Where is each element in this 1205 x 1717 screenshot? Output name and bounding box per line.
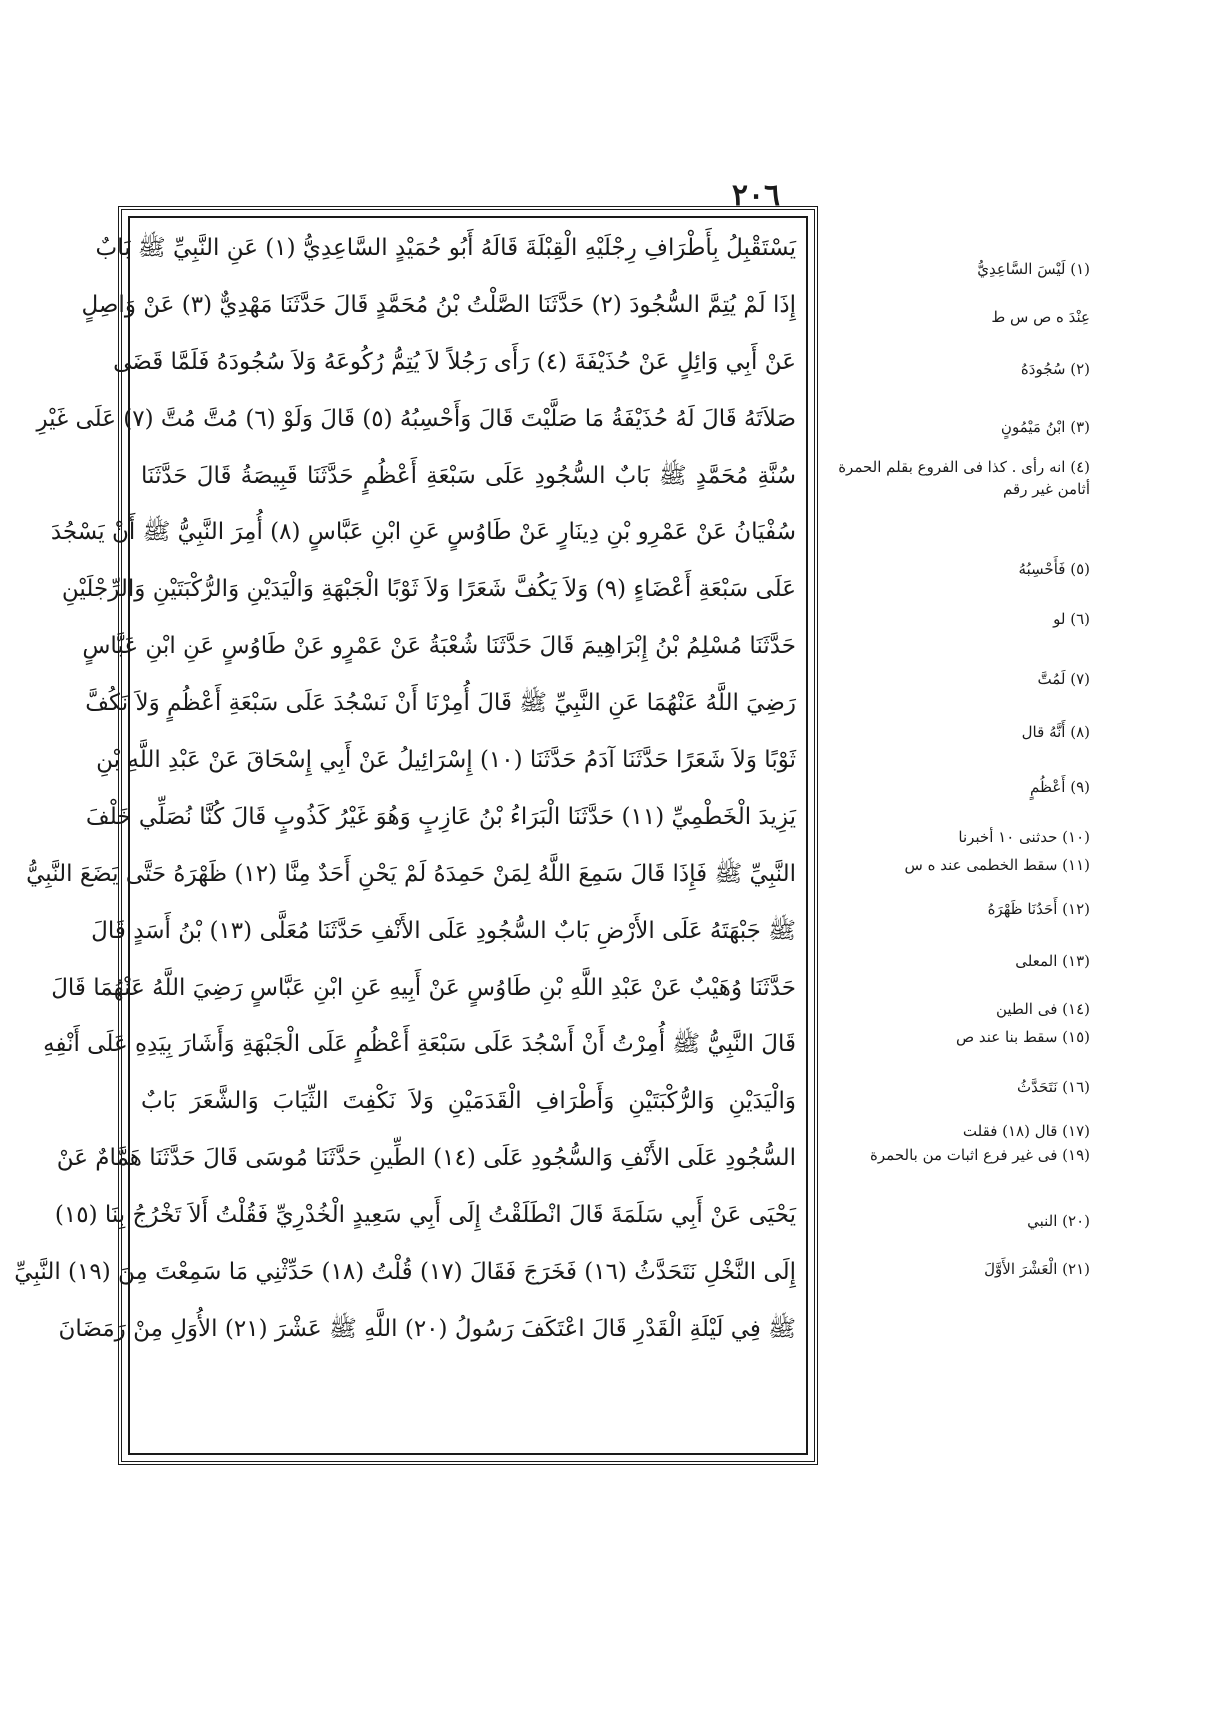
margin-note-1: (١) لَيْسَ السَّاعِدِيُّ <box>977 260 1090 278</box>
margin-note-15: (١٥) سقط بنا عند ص <box>955 1028 1090 1046</box>
margin-note-5: (٥) فَأَحْسِبُهُ <box>1018 560 1090 578</box>
text-line-15: قَالَ النَّبِيُّ ﷺ أُمِرْتُ أَنْ أَسْجُدَ عَلَى سَبْعَةِ أَعْظُمٍ عَلَى الْجَبْهَةِ وَأَشَارَ بِيَدِهِ عَلَى أَنْفِهِ <box>43 1031 796 1058</box>
text-line-3: عَنْ أَبِي وَائِلٍ عَنْ حُذَيْفَةَ (٤) رَأَى رَجُلاً لاَ يُتِمُّ رُكُوعَهُ وَلاَ سُجُودَهُ فَلَمَّا قَضَى <box>113 348 796 375</box>
margin-note-4: (٤) انه رأى . كذا فى الفروع بقلم الحمرة أثامن غير رقم <box>838 458 1090 498</box>
margin-note-11: (١١) سقط الخطمى عند ه س <box>904 856 1090 874</box>
text-line-13: ﷺ جَبْهَتَهُ عَلَى الأَرْضِ بَابٌ السُّجُودِ عَلَى الأَنْفِ حَدَّثَنَا مُعَلَّى (١٣) بْنُ أَسَدٍ قَالَ <box>91 917 796 944</box>
text-line-8: حَدَّثَنَا مُسْلِمُ بْنُ إِبْرَاهِيمَ قَالَ حَدَّثَنَا شُعْبَةُ عَنْ عَمْرٍو عَنْ طَاوُسٍ عَنِ ابْنِ عَبَّاسٍ <box>82 633 796 660</box>
text-line-11: يَزِيدَ الْخَطْمِيِّ (١١) حَدَّثَنَا الْبَرَاءُ بْنُ عَازِبٍ وَهُوَ غَيْرُ كَذُوبٍ قَالَ كُنَّا نُصَلِّي خَلْفَ <box>85 803 796 830</box>
text-line-6: سُفْيَانُ عَنْ عَمْرِو بْنِ دِينَارٍ عَنْ طَاوُسٍ عَنِ ابْنِ عَبَّاسٍ (٨) أُمِرَ النَّبِيُّ ﷺ أَنْ يَسْجُدَ <box>50 519 796 546</box>
text-line-1: يَسْتَقْبِلُ بِأَطْرَافِ رِجْلَيْهِ الْقِبْلَةَ قَالَهُ أَبُو حُمَيْدٍ السَّاعِدِيُّ (١) عَنِ النَّبِيِّ ﷺ بَابٌ <box>95 235 796 261</box>
text-line-10: ثَوْبًا وَلاَ شَعَرًا حَدَّثَنَا آدَمُ حَدَّثَنَا (١٠) إِسْرَائِيلُ عَنْ أَبِي إِسْحَاقَ عَنْ عَبْدِ اللَّهِ بْنِ <box>96 747 796 774</box>
margin-note-7: (٧) لَمُتَّ <box>1037 670 1090 688</box>
text-line-18: يَحْيَى عَنْ أَبِي سَلَمَةَ قَالَ انْطَلَقْتُ إِلَى أَبِي سَعِيدٍ الْخُدْرِيِّ فَقُلْتُ أَلاَ تَخْرُجُ بِنَا (١٥) <box>54 1202 796 1229</box>
margin-note-20: (٢٠) النبي <box>1027 1212 1090 1230</box>
text-line-12: النَّبِيِّ ﷺ فَإِذَا قَالَ سَمِعَ اللَّهُ لِمَنْ حَمِدَهُ لَمْ يَحْنِ أَحَدٌ مِنَّا (١٢) ظَهْرَهُ حَتَّى يَضَعَ النَّبِيُّ <box>26 860 796 887</box>
margin-note-14: (١٤) فى الطين <box>995 1000 1090 1018</box>
margin-note-17-18: (١٧) قال (١٨) فقلت <box>962 1122 1090 1140</box>
text-line-19: إِلَى النَّخْلِ نَتَحَدَّثُ (١٦) فَخَرَجَ فَقَالَ (١٧) قُلْتُ (١٨) حَدِّثْنِي مَا سَمِعْتَ مِنَ (١٩) النَّبِيِّ <box>14 1259 796 1286</box>
page-number: ٢٠٦ <box>731 178 781 213</box>
margin-note-16: (١٦) نَتَحَدَّثُ <box>1017 1078 1090 1096</box>
margin-note-8: (٨) أَنَّهُ قال <box>1021 723 1090 741</box>
margin-note-12: (١٢) أَحَدُنَا ظَهْرَهُ <box>987 900 1090 918</box>
text-line-14: حَدَّثَنَا وُهَيْبٌ عَنْ عَبْدِ اللَّهِ بْنِ طَاوُسٍ عَنْ أَبِيهِ عَنِ ابْنِ عَبَّاسٍ رَضِيَ اللَّهُ عَنْهُمَا قَالَ <box>51 974 796 1001</box>
margin-note-2: (٢) سُجُودَهُ <box>1020 360 1090 378</box>
margin-note-21: (٢١) الْعَشْرَ الأَوَّلَ <box>984 1260 1090 1278</box>
text-line-16: وَالْيَدَيْنِ وَالرُّكْبَتَيْنِ وَأَطْرَافِ الْقَدَمَيْنِ وَلاَ نَكْفِتَ الثِّيَابَ وَالشَّعَرَ بَابٌ <box>141 1088 796 1115</box>
margin-note-13: (١٣) المعلى <box>1015 952 1090 970</box>
margin-note-10: (١٠) حدثنى ١٠ أخبرنا <box>958 828 1090 846</box>
margin-note-1-continued: عِنْدَ ه ص س ط <box>991 308 1090 326</box>
text-line-20: ﷺ فِي لَيْلَةِ الْقَدْرِ قَالَ اعْتَكَفَ رَسُولُ (٢٠) اللَّهِ ﷺ عَشْرَ (٢١) الأُوَلِ مِنْ رَمَضَانَ <box>58 1315 796 1342</box>
text-line-5: سُنَّةِ مُحَمَّدٍ ﷺ بَابٌ السُّجُودِ عَلَى سَبْعَةِ أَعْظُمٍ حَدَّثَنَا قَبِيصَةُ قَالَ حَدَّثَنَا <box>141 462 796 489</box>
margin-note-6: (٦) لو <box>1053 610 1090 628</box>
text-line-2: إِذَا لَمْ يُتِمَّ السُّجُودَ (٢) حَدَّثَنَا الصَّلْتُ بْنُ مُحَمَّدٍ قَالَ حَدَّثَنَا مَهْدِيٌّ (٣) عَنْ وَاصِلٍ <box>81 291 796 318</box>
margin-note-3: (٣) ابْنُ مَيْمُونٍ <box>1000 418 1090 436</box>
text-line-7: عَلَى سَبْعَةِ أَعْضَاءٍ (٩) وَلاَ يَكُفَّ شَعَرًا وَلاَ ثَوْبًا الْجَبْهَةِ وَالْيَدَيْنِ وَالرُّكْبَتَيْنِ وَالرِّجْلَيْنِ <box>61 576 796 603</box>
main-text-body <box>14 220 796 1358</box>
margin-note-19: (١٩) فى غير فرع اثبات من بالحمرة <box>870 1146 1090 1164</box>
text-line-9: رَضِيَ اللَّهُ عَنْهُمَا عَنِ النَّبِيِّ ﷺ قَالَ أُمِرْنَا أَنْ نَسْجُدَ عَلَى سَبْعَةِ أَعْظُمٍ وَلاَ نَكُفَّ <box>85 690 796 717</box>
text-line-4: صَلاَتَهُ قَالَ لَهُ حُذَيْفَةُ مَا صَلَّيْتَ قَالَ وَأَحْسِبُهُ (٥) قَالَ وَلَوْ (٦) مُتَّ مُتَّ (٧) عَلَى غَيْرِ <box>36 405 796 432</box>
text-line-17: السُّجُودِ عَلَى الأَنْفِ وَالسُّجُودِ عَلَى (١٤) الطِّينِ حَدَّثَنَا مُوسَى قَالَ حَدَّثَنَا هَمَّامٌ عَنْ <box>56 1145 796 1172</box>
margin-note-9: (٩) أَعْظُمٍ <box>1030 778 1090 796</box>
